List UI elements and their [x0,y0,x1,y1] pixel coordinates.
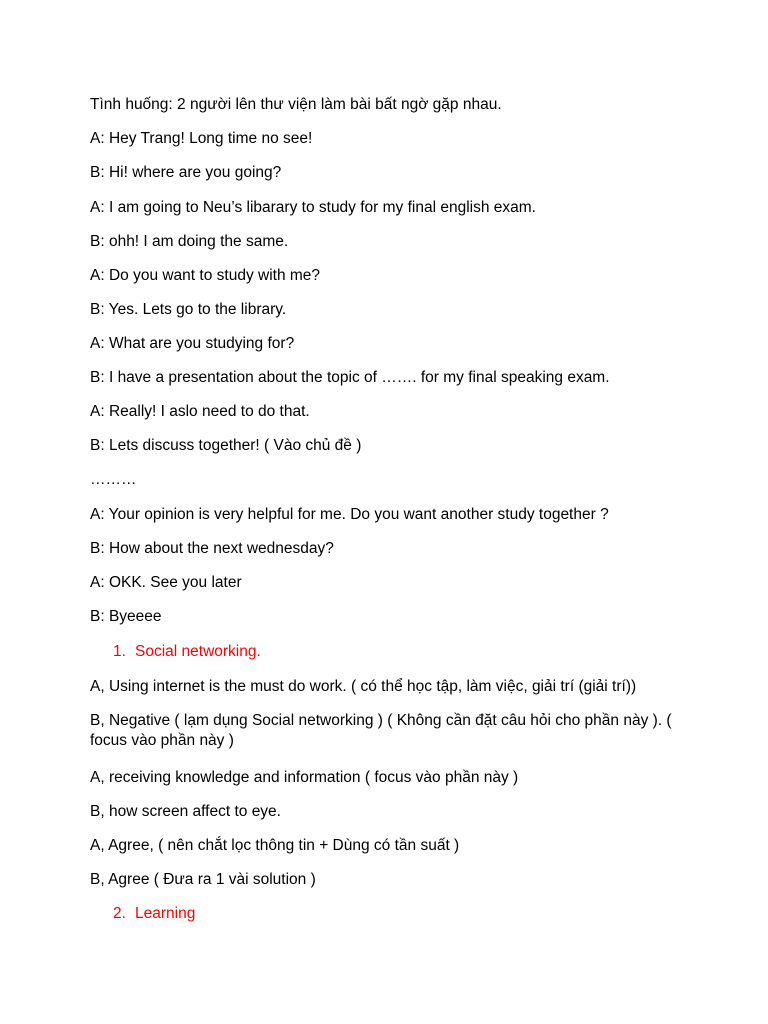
section-number: 2. [113,905,126,922]
section-heading-social-networking [113,642,261,662]
dialogue-line: A: Hey Trang! Long time no see! [90,130,313,147]
dialogue-line: B: How about the next wednesday? [90,540,334,557]
dialogue-line: A: Really! I aslo need to do that. [90,403,310,420]
intro-line: Tình huống: 2 người lên thư viện làm bài bất ngờ gặp nhau. [90,96,502,113]
topic-line: A, Agree, ( nên chắt lọc thông tin + Dùng có tần suất ) [90,837,460,854]
dialogue-line: B: Hi! where are you going? [90,164,282,181]
dialogue-line: A: OKK. See you later [90,574,242,591]
topic-line: B, Agree ( Đưa ra 1 vài solution ) [90,871,316,888]
section-number: 1. [113,643,126,660]
section-heading-learning [113,904,195,924]
dialogue-line: A: What are you studying for? [90,335,295,352]
topic-line: B, how screen affect to eye. [90,803,281,820]
dialogue-line: B: ohh! I am doing the same. [90,233,289,250]
dialogue-line: A: Do you want to study with me? [90,267,321,284]
dialogue-line: B: I have a presentation about the topic of ……. for my final speaking exam. [90,369,610,386]
dialogue-line: A: Your opinion is very helpful for me. Do you want another study together ? [90,506,609,523]
dialogue-line: A: I am going to Neu’s libarary to study for my final english exam. [90,199,536,216]
dialogue-line: B: Byeeee [90,608,162,625]
section-title: Learning [135,905,196,922]
topic-line: B, Negative ( lạm dụng Social networking ) ( Không cần đặt câu hỏi cho phần này ). ( focus vào phần này ) [90,712,672,749]
ellipsis-line: ……… [90,471,137,488]
dialogue-line: B: Lets discuss together! ( Vào chủ đề ) [90,437,362,454]
section-title: Social networking. [135,643,261,660]
topic-line: A, Using internet is the must do work. ( có thể học tập, làm việc, giải trí (giải trí)) [90,678,637,695]
dialogue-line: B: Yes. Lets go to the library. [90,301,287,318]
topic-line: A, receiving knowledge and information ( focus vào phần này ) [90,769,519,786]
